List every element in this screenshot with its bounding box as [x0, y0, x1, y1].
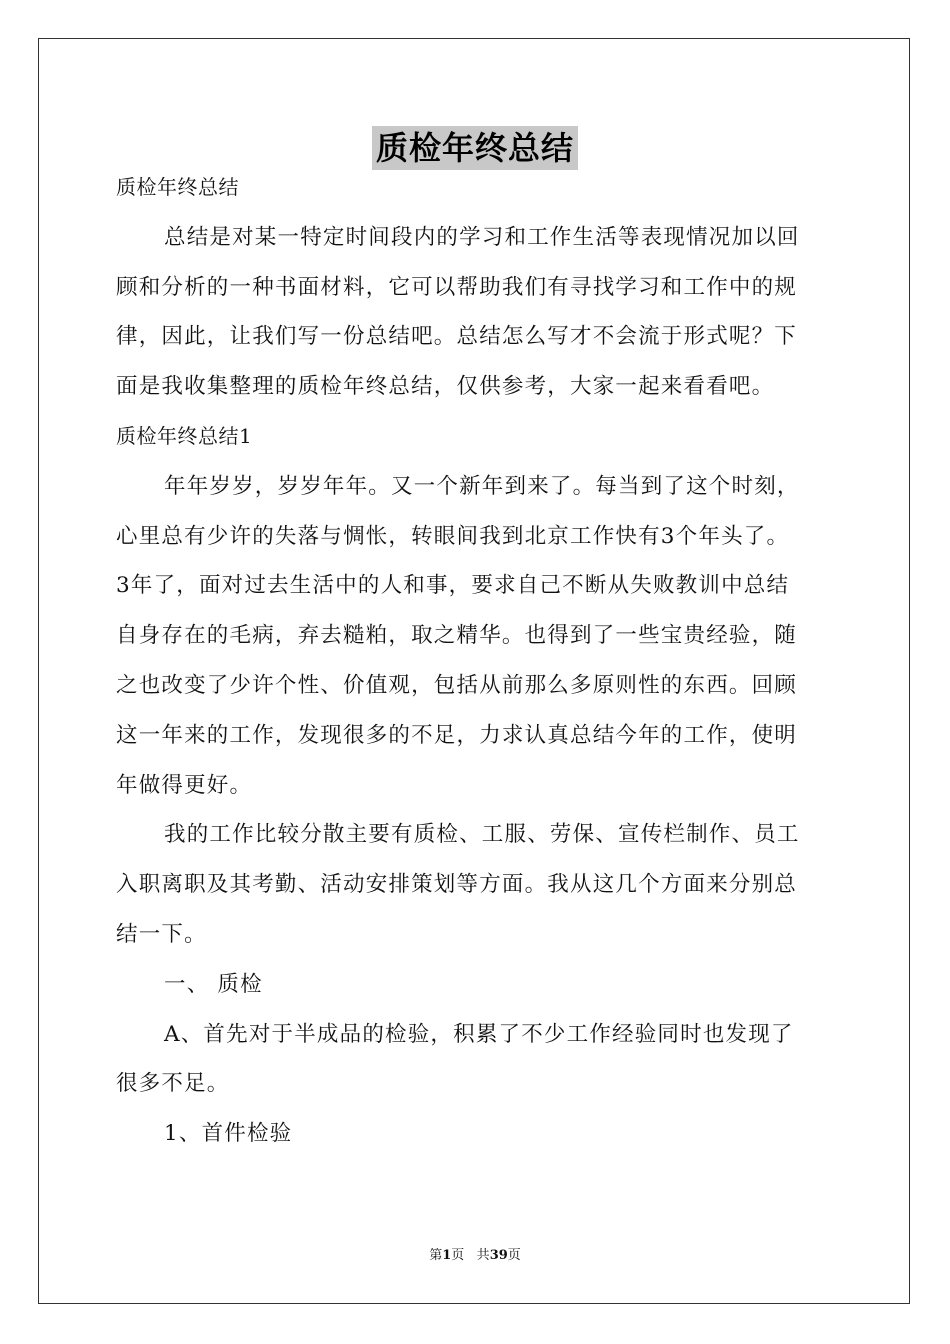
text-line: 入职离职及其考勤、活动安排策划等方面。我从这几个方面来分别总 — [116, 872, 798, 898]
text-line: 结一下。 — [116, 922, 207, 947]
page-footer — [0, 1247, 950, 1265]
text-line: 很多不足。 — [116, 1071, 230, 1097]
text-line: 自身存在的毛病，弃去糙粕，取之精华。也得到了一些宝贵经验，随 — [116, 623, 798, 649]
page-prefix: 第 — [429, 1248, 443, 1263]
text-line: 这一年来的工作，发现很多的不足，力求认真总结今年的工作，使明 — [116, 722, 798, 748]
text-line: 律，因此，让我们写一份总结吧。总结怎么写才不会流于形式呢？下 — [116, 324, 798, 350]
text-line: 一、 质检 — [164, 971, 263, 997]
text-line: 心里总有少许的失落与惆怅，转眼间我到北京工作快有3个年头了。 — [116, 523, 790, 549]
text-line: 年做得更好。 — [116, 772, 253, 798]
text-line: 总结是对某一特定时间段内的学习和工作生活等表现情况加以回 — [164, 224, 800, 250]
text-line: 顾和分析的一种书面材料，它可以帮助我们有寻找学习和工作中的规 — [116, 274, 798, 300]
text-line: 1、首件检验 — [164, 1121, 293, 1147]
text-line: 面是我收集整理的质检年终总结，仅供参考，大家一起来看看吧。 — [116, 374, 775, 400]
page-suffix: 页 — [451, 1248, 465, 1263]
text-line: 质检年终总结 — [116, 175, 239, 199]
page-total: 39 — [489, 1248, 508, 1263]
title-container — [0, 126, 950, 170]
total-prefix: 共 — [476, 1248, 490, 1263]
text-line: A、首先对于半成品的检验，积累了不少工作经验同时也发现了 — [164, 1021, 794, 1047]
text-line: 年年岁岁，岁岁年年。又一个新年到来了。每当到了这个时刻， — [164, 473, 800, 499]
text-line: 我的工作比较分散主要有质检、工服、劳保、宣传栏制作、员工 — [164, 822, 800, 848]
page-current: 1 — [442, 1248, 452, 1263]
total-suffix: 页 — [507, 1248, 521, 1263]
text-line: 质检年终总结1 — [116, 424, 253, 448]
text-line: 之也改变了少许个性、价值观，包括从前那么多原则性的东西。回顾 — [116, 673, 798, 698]
text-line: 3年了，面对过去生活中的人和事，要求自己不断从失败教训中总结 — [116, 573, 790, 599]
document-title: 质检年终总结 — [372, 126, 578, 170]
